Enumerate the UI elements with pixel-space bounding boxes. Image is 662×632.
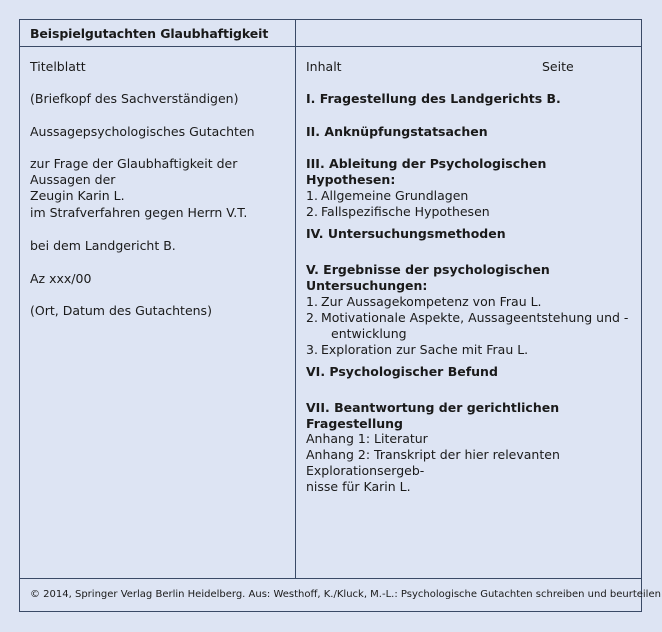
list-item	[306, 342, 636, 358]
anhang-block	[306, 431, 636, 495]
list-text: Allgemeine Grundlagen	[321, 188, 469, 203]
anhang-1: Anhang 1: Literatur	[306, 431, 428, 446]
section-3-block	[306, 156, 636, 220]
section-6: VI. Psychologischer Befund	[306, 364, 498, 379]
seite-heading: Seite	[542, 59, 574, 74]
list-text-continued: entwicklung	[331, 326, 407, 341]
briefkopf-text: (Briefkopf des Sachverständigen)	[30, 91, 239, 106]
section-7: VII. Beantwortung der gerichtlichen Fragestellung	[306, 400, 560, 431]
list-number: 1.	[306, 188, 318, 203]
list-item	[306, 188, 636, 204]
frage-text	[30, 156, 296, 204]
aktenzeichen-text: Az xxx/00	[30, 271, 92, 286]
inhalt-heading: Inhalt	[306, 59, 342, 74]
strafverfahren-text: im Strafverfahren gegen Herrn V.T.	[30, 205, 248, 220]
ort-datum-text: (Ort, Datum des Gutachtens)	[30, 303, 212, 318]
section-5-block	[306, 262, 636, 358]
titelblatt-label: Titelblatt	[30, 59, 86, 74]
list-text: Fallspezifische Hypothesen	[321, 204, 490, 219]
list-item	[306, 204, 636, 220]
list-text: Exploration zur Sache mit Frau L.	[321, 342, 529, 357]
list-text: Motivationale Aspekte, Aussageentstehung und -	[321, 310, 629, 325]
section-5: V. Ergebnisse der psychologischen Untersuchungen:	[306, 262, 550, 293]
list-item	[306, 294, 636, 310]
anhang-2-line-2: nisse für Karin L.	[306, 479, 411, 494]
section-2: II. Anknüpfungstatsachen	[306, 124, 488, 139]
table-title: Beispielgutachten Glaubhaftigkeit	[30, 26, 269, 41]
section-3: III. Ableitung der Psychologischen Hypothesen:	[306, 156, 547, 187]
list-number: 2.	[306, 310, 318, 325]
section-4: IV. Untersuchungsmethoden	[306, 226, 506, 241]
section-5-list	[306, 294, 636, 358]
list-number: 2.	[306, 204, 318, 219]
anhang-2-line-1: Anhang 2: Transkript der hier relevanten Explorationsergeb-	[306, 447, 560, 478]
section-1: I. Fragestellung des Landgerichts B.	[306, 91, 561, 106]
list-text: Zur Aussagekompetenz von Frau L.	[321, 294, 542, 309]
section-3-list	[306, 188, 636, 220]
frage-line-2: Zeugin Karin L.	[30, 188, 125, 203]
list-item	[306, 310, 636, 342]
copyright-footer: © 2014, Springer Verlag Berlin Heidelberg. Aus: Westhoff, K./Kluck, M.-L.: Psychologische Gutachten schreiben und beurteilen	[30, 589, 661, 600]
column-divider	[295, 19, 296, 578]
list-number: 1.	[306, 294, 318, 309]
footer-divider	[19, 578, 642, 579]
landgericht-text: bei dem Landgericht B.	[30, 238, 176, 253]
gutachten-type-text: Aussagepsychologisches Gutachten	[30, 124, 255, 139]
frage-line-1: zur Frage der Glaubhaftigkeit der Aussagen der	[30, 156, 238, 187]
list-number: 3.	[306, 342, 318, 357]
header-divider	[19, 46, 642, 47]
